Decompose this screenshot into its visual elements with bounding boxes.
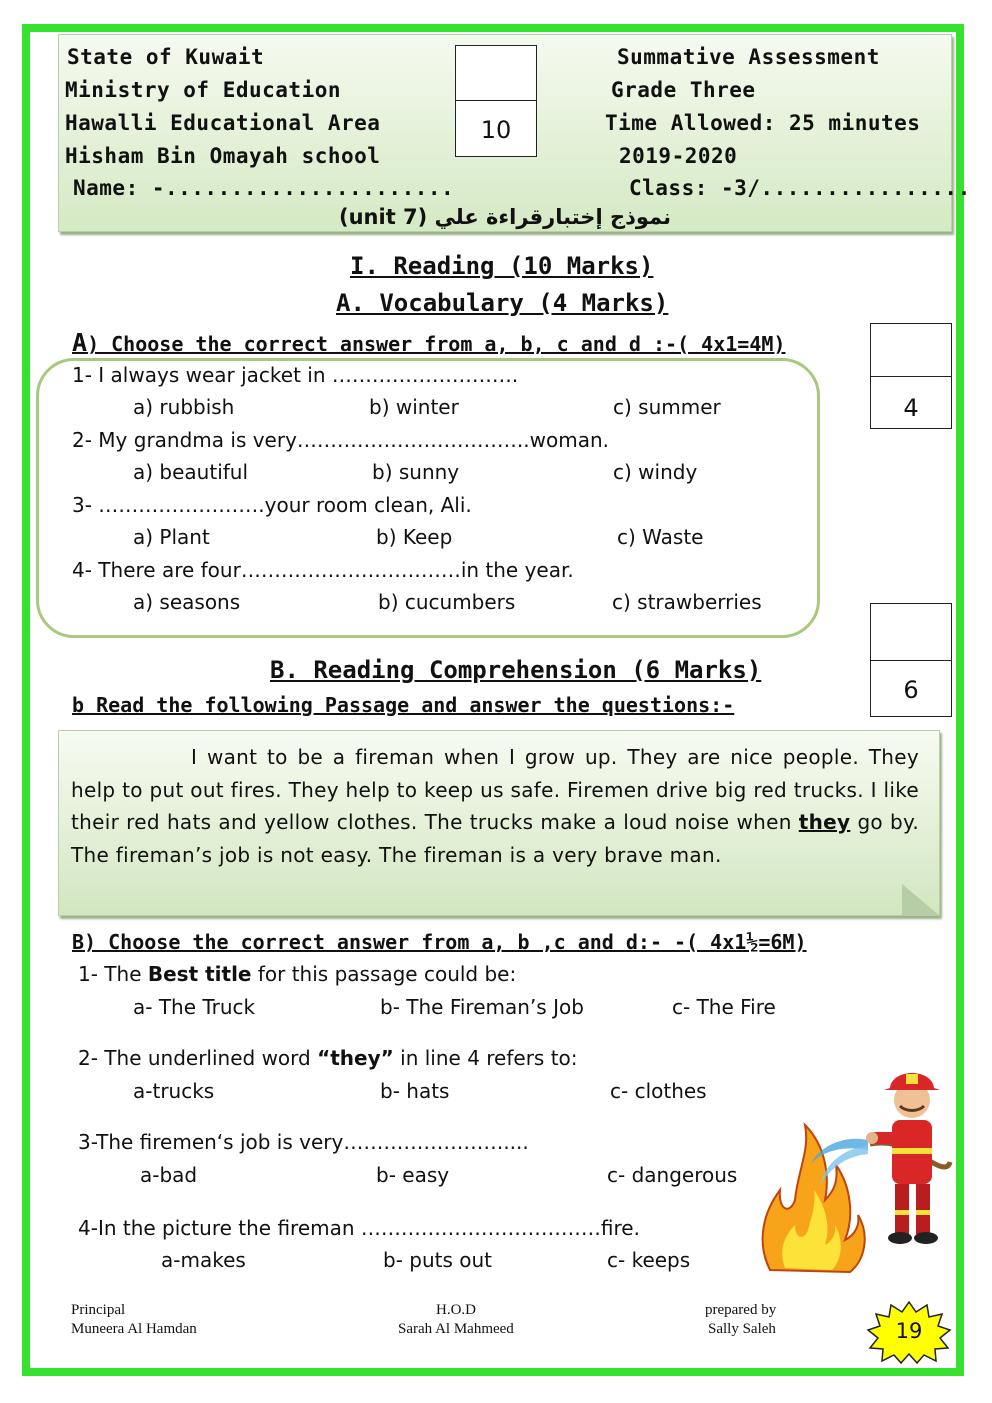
comprehension-option[interactable]: c- The Fire — [672, 995, 776, 1019]
vocab-option[interactable]: b) Keep — [376, 525, 453, 549]
vocab-option[interactable]: a) Plant — [133, 525, 210, 549]
comprehension-instruction: b Read the following Passage and answer the questions:- — [72, 693, 735, 717]
vocabulary-title: A. Vocabulary (4 Marks) — [336, 289, 669, 317]
prepared-name: Sally Saleh — [708, 1321, 776, 1337]
header-panel — [58, 34, 971, 232]
comprehension-mark: 6 — [903, 676, 919, 704]
header-right-line: Grade Three — [611, 78, 756, 102]
questions-instruction: B) Choose the correct answer from a, b ,c and d:- -( 4x1½=6M) — [72, 930, 807, 954]
passage-text: I want to be a fireman when I grow up. They are nice people. They help to put out fires. They help to keep us safe. Firemen drive big red trucks. I like their red hats and yellow clothes. The trucks make a loud noise when they go by. The fireman’s job is not easy. The fireman is a very brave man. — [71, 745, 919, 867]
comprehension-option[interactable]: a- The Truck — [133, 995, 256, 1019]
vocab-option[interactable]: a) beautiful — [133, 460, 249, 484]
fireman-icon — [866, 1073, 940, 1244]
header-left-line: Ministry of Education — [65, 78, 342, 102]
comprehension-question: 1- The Best title for this passage could be: — [78, 962, 517, 986]
comprehension-option[interactable]: c- clothes — [610, 1079, 707, 1103]
page-curl — [902, 884, 940, 916]
total-score-box — [455, 45, 537, 157]
comprehension-option[interactable]: b- puts out — [383, 1248, 493, 1272]
underlined-word: they — [798, 810, 851, 834]
comprehension-title: B. Reading Comprehension (6 Marks) — [270, 656, 762, 684]
vocab-option[interactable]: b) cucumbers — [378, 590, 516, 614]
vocab-question: 3- …………………….your room clean, Ali. — [72, 493, 472, 517]
header-right-line: Time Allowed: 25 minutes — [605, 111, 921, 135]
vocab-option[interactable]: b) winter — [369, 395, 459, 419]
class-field: Class: -3/................ — [629, 176, 971, 200]
comprehension-option[interactable]: b- easy — [376, 1163, 450, 1187]
comprehension-option[interactable]: a-bad — [140, 1163, 198, 1187]
fireman-illustration — [750, 1040, 960, 1280]
vocab-option[interactable]: c) windy — [613, 460, 698, 484]
vocabulary-score-box — [870, 323, 952, 429]
vocab-option[interactable]: a) seasons — [133, 590, 241, 614]
comprehension-option[interactable]: a-trucks — [133, 1079, 215, 1103]
vocabulary-instruction: A) Choose the correct answer from a, b, c and d :-( 4x1=4M) — [72, 328, 786, 357]
principal-name: Muneera Al Hamdan — [71, 1321, 197, 1337]
vocab-option[interactable]: c) strawberries — [612, 590, 762, 614]
prepared-label: prepared by — [705, 1302, 777, 1318]
page-number-badge — [866, 1300, 952, 1364]
vocab-option[interactable]: b) sunny — [372, 460, 460, 484]
comprehension-option[interactable]: b- hats — [380, 1079, 450, 1103]
comprehension-option[interactable]: c- dangerous — [607, 1163, 738, 1187]
comprehension-option[interactable]: a-makes — [161, 1248, 246, 1272]
name-field: Name: -...................... — [73, 176, 455, 200]
comprehension-question: 4-In the picture the fireman ………………………………fire. — [78, 1216, 640, 1240]
vocab-option[interactable]: c) Waste — [617, 525, 704, 549]
vocabulary-mark: 4 — [903, 394, 919, 422]
section-title: I. Reading (10 Marks) — [350, 252, 654, 280]
vocab-option[interactable]: a) rubbish — [133, 395, 235, 419]
page-number: 19 — [895, 1319, 923, 1343]
header-left-line: Hisham Bin Omayah school — [65, 144, 381, 168]
comprehension-option[interactable]: b- The Fireman’s Job — [380, 995, 584, 1019]
arabic-title: نموذج إختبارقراءة علي (unit 7) — [338, 205, 671, 229]
comprehension-score-box — [870, 603, 952, 717]
header-left-line: State of Kuwait — [67, 45, 265, 69]
vocab-question: 1- I always wear jacket in ………………………. — [72, 363, 519, 387]
hod-label: H.O.D — [436, 1302, 476, 1318]
vocab-question: 4- There are four……………………………in the year. — [72, 558, 574, 582]
header-right-line: 2019-2020 — [619, 144, 738, 168]
total-score: 10 — [480, 116, 512, 144]
header-right-line: Summative Assessment — [617, 45, 880, 69]
comprehension-question: 3-The firemen‘s job is very…………………….... — [78, 1130, 529, 1154]
hod-name: Sarah Al Mahmeed — [398, 1321, 514, 1337]
vocab-question: 2- My grandma is very……………………………..woman. — [72, 428, 610, 452]
comprehension-question: 2- The underlined word “they” in line 4 refers to: — [78, 1046, 578, 1070]
comprehension-option[interactable]: c- keeps — [607, 1248, 691, 1272]
passage-box — [58, 730, 940, 916]
header-left-line: Hawalli Educational Area — [65, 111, 381, 135]
principal-label: Principal — [71, 1302, 126, 1318]
vocab-option[interactable]: c) summer — [613, 395, 721, 419]
